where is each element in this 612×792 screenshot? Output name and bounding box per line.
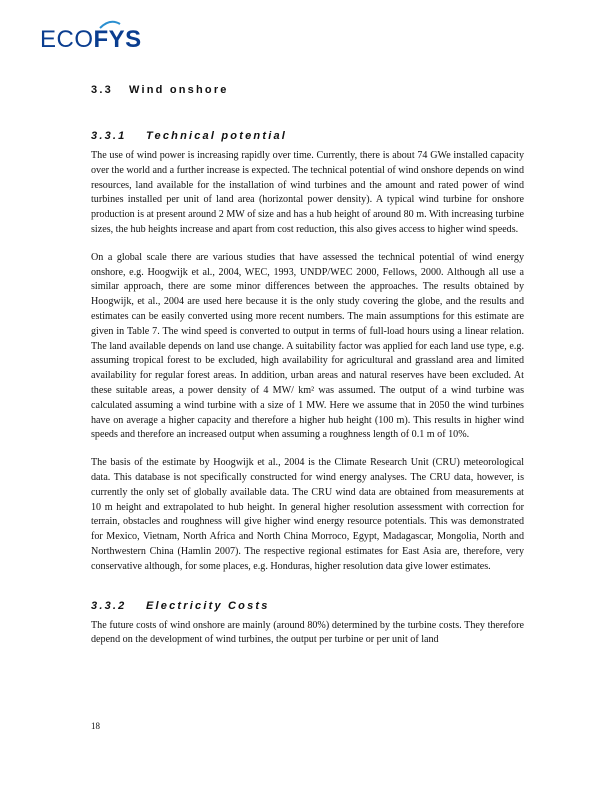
logo-text-fys: FYS	[93, 26, 142, 53]
page-content	[91, 84, 524, 661]
logo-swoosh-icon	[98, 20, 122, 30]
ecofys-logo	[40, 26, 142, 54]
page-number: 18	[91, 721, 100, 731]
subsection-title: Electricity Costs	[146, 599, 270, 612]
subsection-title: Technical potential	[146, 130, 288, 142]
subsection-heading-electricity-costs	[91, 600, 524, 614]
section-heading	[91, 84, 524, 98]
paragraph: On a global scale there are various studies that have assessed the technical potential of wind energy onshore, e.g. Hoogwijk et al., 2004, WEC, 1993, UNDP/WEC 2000, Fellows, 2000. Although all use a similar approach, there are some minor differences between the approaches. The results obtained by Hoogwijk, et al., 2004 are used here because it is the only study covering the globe, and the results and estimates can be easily converted using more recent numbers. The main assumptions for this estimate are given in Table 7. The wind speed is converted to output in terms of full-load hours using a linear relation. The land available depends on land use change. A suitability factor was applied for each land use type, e.g. assuming tropical forest to be excluded, high availability for agricultural and grassland area and limited availability for regular forest areas. In addition, urban areas and natural reserves have been excluded. At these suitable areas, a power density of 4 MW/ km² was assumed. The output of a wind turbine was calculated assuming a wind turbine with a size of 1 MW. Here we assume that in 2050 the wind turbines have on average a higher capacity and therefore a higher hub height (100 m). This results in higher wind speeds and therefore an increased output when assuming a roughness length of 0.1 m of 10%.	[91, 251, 524, 441]
paragraph: The basis of the estimate by Hoogwijk et al., 2004 is the Climate Research Unit (CRU) meteorological data. This database is not specifically constructed for wind energy analyses. The CRU data, however, is currently the only set of globally available data. The CRU wind data are obtained from measurements at 10 m height and extrapolated to hub height. In general higher resolution assessment with correction for terrain, obstacles and roughness will give higher wind energy resource potentials. This was demonstrated for Mexico, Vietnam, North Africa and North China Morroco, Egypt, Madagascar, Mongolia, North and Northwestern China (Hamlin 2007). The respective regional estimates for East Asia are, therefore, very conservative although, for some places, e.g. Honduras, higher resolution data give lower estimates.	[91, 457, 524, 572]
subsection-heading-technical-potential	[91, 130, 524, 144]
paragraph: The future costs of wind onshore are mainly (around 80%) determined by the turbine costs. They therefore depend on the development of wind turbines, the output per turbine or per unit of land	[91, 619, 524, 646]
subsection-number: 3.3.1	[91, 130, 127, 142]
subsection-number: 3.3.2	[91, 599, 127, 612]
logo-text-eco: ECO	[40, 26, 94, 53]
paragraph: The use of wind power is increasing rapidly over time. Currently, there is about 74 GWe installed capacity over the world and a further increase is expected. The technical potential of wind onshore depends on wind resources, land available for the installation of wind turbines and the amount and rated power of wind turbines installed per unit of land area (horizontal power density). A typical wind turbine for onshore production is at present around 2 MW of size and has a hub height of around 80 m. With increasing turbine sizes, the hub heights increase and apart from cost reduction, this also gives access to higher wind speeds.	[91, 150, 524, 235]
section-title: Wind onshore	[129, 84, 229, 96]
section-number: 3.3	[91, 84, 113, 96]
